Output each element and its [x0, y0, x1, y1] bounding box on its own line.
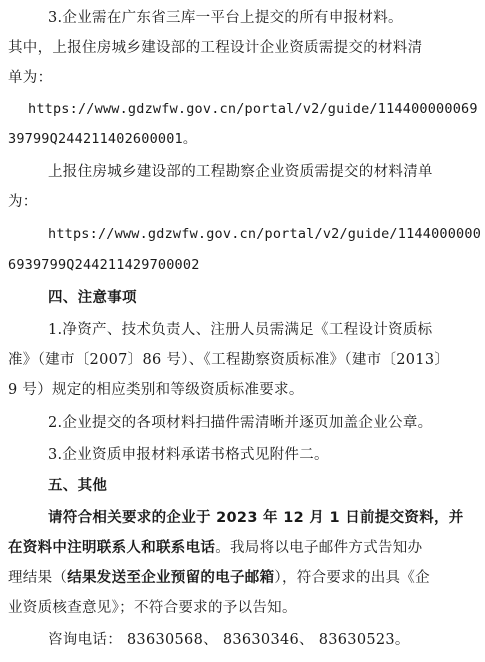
- result-suffix-text: ），符合要求的出具《企: [274, 570, 430, 586]
- contact-phone-line: 咨询电话： 83630568、 83630346、 83630523。: [48, 632, 410, 648]
- link-survey-guide-url[interactable]: https://www.gdzwfw.gov.cn/portal/v2/guide/1144000000: [48, 226, 482, 242]
- paragraph-survey-list-intro: 上报住房城乡建设部的工程勘察企业资质需提交的材料清单: [48, 164, 433, 180]
- note-item-1-cont2: 9 号）规定的相应类别和等级资质标准要求。: [8, 382, 304, 398]
- note-item-1: 1.净资产、技术负责人、注册人员需满足《工程设计资质标: [48, 322, 433, 338]
- other-paragraph-cont2: [8, 568, 430, 588]
- contact-requirement-text: 在资料中注明联系人和联系电话: [8, 540, 216, 556]
- note-item-1-cont: 准》（建市〔2007〕86 号）、《工程勘察资质标准》（建市〔2013〕: [8, 352, 450, 368]
- section-title-other: 五、其他: [48, 478, 108, 494]
- section-title-notes: 四、注意事项: [48, 290, 137, 306]
- link-survey-guide-url-cont[interactable]: 6939799Q244211429700002: [8, 257, 200, 273]
- paragraph-survey-list-intro-cont: 为：: [8, 194, 38, 210]
- other-paragraph-cont: [8, 538, 422, 558]
- paragraph-item-3: 3.企业需在广东省三库一平台上提交的所有申报材料。: [48, 10, 403, 26]
- link-design-guide-url-cont[interactable]: 39799Q244211402600001。: [8, 131, 197, 147]
- other-paragraph: 请符合相关要求的企业于 2023 年 12 月 1 日前提交资料，并: [48, 510, 464, 526]
- paragraph-design-list-intro-cont: 单为：: [8, 70, 53, 86]
- other-paragraph-cont3: 业资质核查意见》；不符合要求的予以告知。: [8, 600, 297, 616]
- email-delivery-text: 结果发送至企业预留的电子邮箱: [67, 570, 275, 586]
- paragraph-design-list-intro: 其中，上报住房城乡建设部的工程设计企业资质需提交的材料清: [8, 40, 423, 56]
- link-design-guide-url[interactable]: https://www.gdzwfw.gov.cn/portal/v2/guide/114400000069: [28, 101, 478, 117]
- note-item-2: 2.企业提交的各项材料扫描件需清晰并逐页加盖企业公章。: [48, 415, 433, 431]
- notification-method-text: 。我局将以电子邮件方式告知办: [215, 540, 423, 556]
- note-item-3: 3.企业资质申报材料承诺书格式见附件二。: [48, 447, 329, 463]
- result-prefix-text: 理结果（: [8, 570, 68, 586]
